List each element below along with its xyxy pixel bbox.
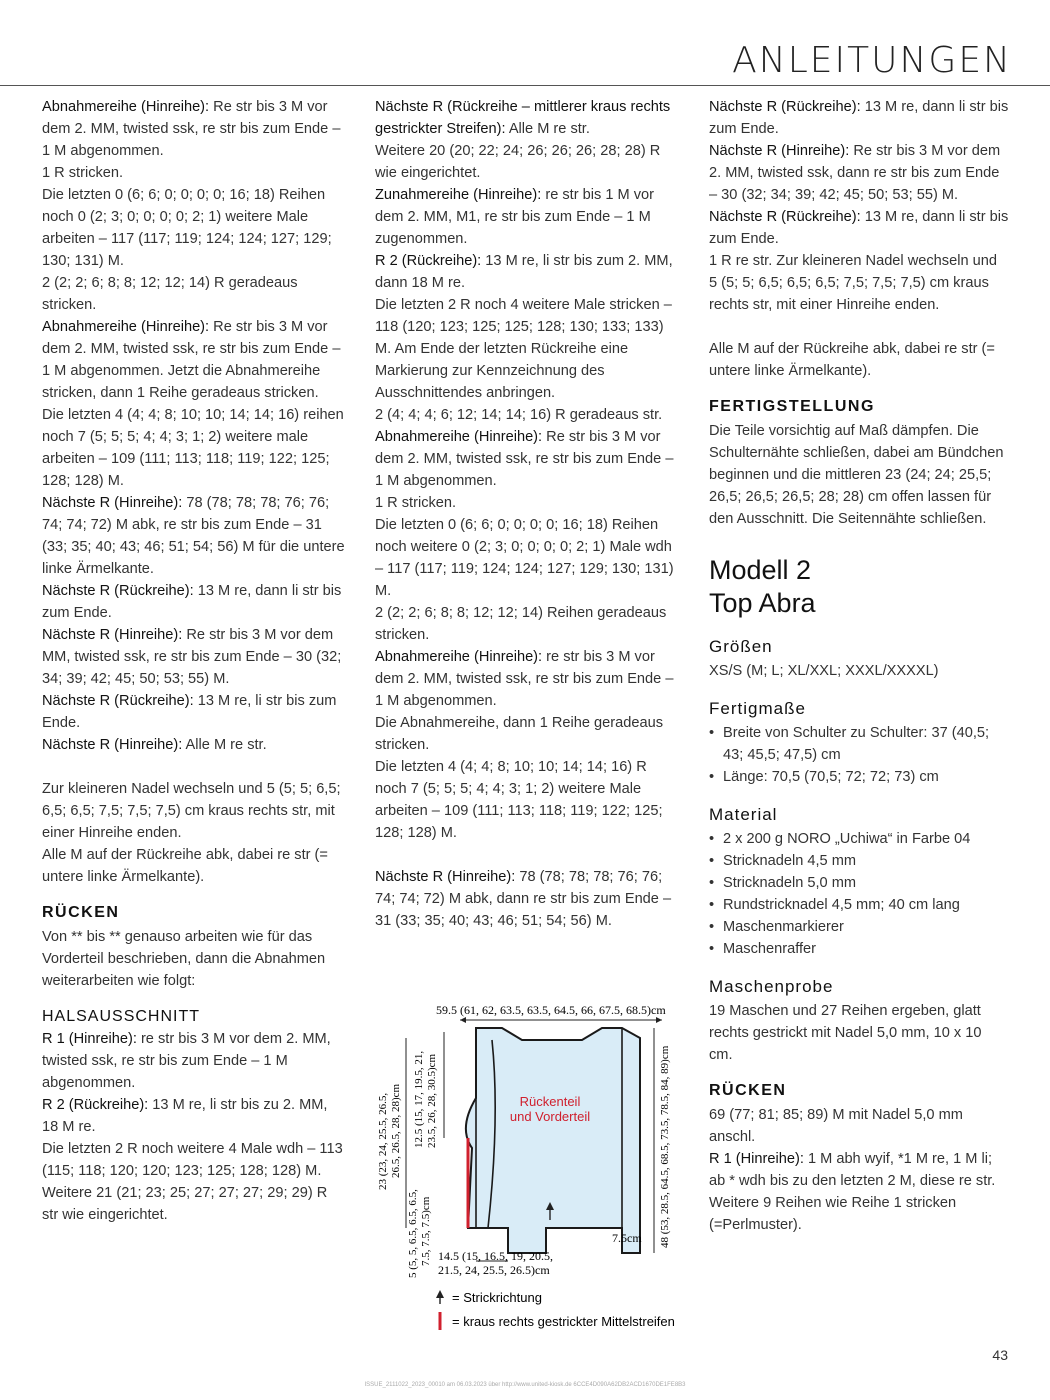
model-title-line1: Modell 2 — [709, 555, 812, 585]
top-measure-label: 59.5 (61, 62, 63.5, 63.5, 64.5, 66, 67.5, 68.5)cm — [436, 1003, 666, 1017]
paragraph: Nächste R (Rückreihe): 13 M re, dann li str bis zum Ende. — [42, 583, 342, 621]
paragraph: 1 R re str. Zur kleineren Nadel wechseln und 5 (5; 5; 6,5; 6,5; 6,5; 7,5; 7,5; 7,5) cm kraus rechts str, mit einer Hinreihe enden. — [709, 253, 997, 313]
paragraph: Alle M auf der Rückreihe abk, dabei re str (= untere linke Ärmelkante). — [42, 847, 328, 885]
paragraph: Nächste R (Hinreihe): Alle M re str. — [42, 737, 267, 753]
list-item: • Stricknadeln 5,0 mm — [709, 872, 1009, 894]
paragraph: Die Abnahmereihe, dann 1 Reihe geradeaus stricken. — [375, 715, 664, 753]
paragraph: R 2 (Rückreihe): 13 M re, li str bis zum 2. MM, dann 18 M re. — [375, 253, 673, 291]
model-title-line2: Top Abra — [709, 588, 816, 618]
paragraph: Nächste R (Rückreihe): 13 M re, li str bis zum Ende. — [42, 693, 337, 731]
paragraph: R 2 (Rückreihe): 13 M re, li str bis zu 2. MM, 18 M re. — [42, 1097, 328, 1135]
heading-material: Material — [709, 805, 778, 824]
paragraph: Nächste R (Hinreihe): Re str bis 3 M vor dem 2. MM, twisted ssk, dann re str bis zum Ende – 30 (32; 34; 39; 42; 45; 50; 53; 55) M. — [709, 143, 1001, 203]
bottom-measure-label-2: 21.5, 24, 25.5, 26.5)cm — [438, 1263, 550, 1277]
list-item: • Breite von Schulter zu Schulter: 37 (40,5; 43; 45,5; 47,5) cm — [709, 722, 1009, 766]
paragraph: 69 (77; 81; 85; 89) M mit Nadel 5,0 mm anschl. — [709, 1107, 963, 1145]
list-item: • Länge: 70,5 (70,5; 72; 72; 73) cm — [709, 766, 1009, 788]
small-measure-label: 7.5cm — [612, 1231, 642, 1245]
garment-outline — [466, 1028, 640, 1253]
center-label-line1: Rückenteil — [519, 1094, 581, 1109]
heading-groessen: Größen — [709, 637, 773, 656]
paragraph: Nächste R (Rückreihe): 13 M re, dann li str bis zum Ende. — [709, 99, 1009, 137]
section-title: ANLEITUNGEN — [732, 40, 1012, 81]
paragraph: 1 R stricken. — [42, 165, 124, 181]
paragraph: Abnahmereihe (Hinreihe): Re str bis 3 M vor dem 2. MM, twisted ssk, re str bis zum Ende – 1 M abgenommen. — [42, 99, 341, 159]
legend-arrow-head — [436, 1290, 444, 1298]
left-measure-label-1: 23 (23, 24, 25.5, 26.5, — [377, 1092, 389, 1190]
bottom-left-label-2: 7.5, 7.5, 7.5)cm — [420, 1196, 432, 1266]
paragraph: Nächste R (Rückreihe – mittlerer kraus rechts gestrickter Streifen): Alle M re str. — [375, 99, 671, 137]
paragraph: Zunahmereihe (Hinreihe): re str bis 1 M vor dem 2. MM, M1, re str bis zum Ende – 1 M zugenommen. — [375, 187, 655, 247]
center-label-line2: und Vorderteil — [509, 1109, 591, 1124]
paragraph: Weitere 20 (20; 22; 24; 26; 26; 26; 28; 28) R wie eingerichtet. — [375, 143, 661, 181]
paragraph: 2 (2; 2; 6; 8; 8; 12; 12; 14) Reihen geradeaus stricken. — [375, 605, 667, 643]
paragraph: Zur kleineren Nadel wechseln und 5 (5; 5; 6,5; 6,5; 6,5; 7,5; 7,5; 7,5) cm kraus rechts str, mit einer Hinreihe enden. — [42, 781, 341, 841]
list-item: • Stricknadeln 4,5 mm — [709, 850, 1009, 872]
left-inner-label-1: 12.5 (15, 17, 19.5, 21, — [413, 1050, 425, 1148]
paragraph: Die letzten 0 (6; 6; 0; 0; 0; 0; 16; 18) Reihen noch weitere 0 (2; 3; 0; 0; 0; 0; 2; 1) Male wdh – 117 (117; 119; 124; 124; 127; 129; 130; 131) M. — [375, 517, 674, 599]
heading-halsausschnitt: HALSAUSSCHNITT — [42, 1008, 201, 1025]
paragraph: Weitere 21 (21; 23; 25; 27; 27; 27; 29; 29) R str wie eingerichtet. — [42, 1185, 328, 1223]
paragraph: Die letzten 0 (6; 6; 0; 0; 0; 0; 16; 18) Reihen noch 0 (2; 3; 0; 0; 0; 0; 2; 1) weitere Male arbeiten – 117 (117; 119; 124; 124; 127; 129; 130; 131) M. — [42, 187, 332, 269]
paragraph: Alle M auf der Rückreihe abk, dabei re str (= untere linke Ärmelkante). — [709, 341, 995, 379]
bottom-measure-label-1: 14.5 (15, 16.5, 19, 20.5, — [438, 1249, 553, 1263]
paragraph: Nächste R (Hinreihe): Re str bis 3 M vor dem MM, twisted ssk, re str bis zum Ende – 30 (32; 34; 39; 42; 45; 50; 53; 55) M. — [42, 627, 342, 687]
heading-ruecken: RÜCKEN — [709, 1082, 787, 1099]
paragraph: Die Teile vorsichtig auf Maß dämpfen. Die Schulternähte schließen, dabei am Bündchen beginnen und die mittleren 23 (24; 24; 25,5; 26,5; 26,5; 26,5; 28; 28) cm offen lassen für den Ausschnitt. Die Seitennähte schließen. — [709, 423, 1004, 527]
heading-fertigmasse: Fertigmaße — [709, 699, 806, 718]
paragraph: Nächste R (Hinreihe): 78 (78; 78; 78; 76; 76; 74; 74; 72) M abk, re str bis zum Ende – 31 (33; 35; 40; 43; 46; 51; 54; 56) M für die untere linke Ärmelkante. — [42, 495, 345, 577]
heading-maschenprobe: Maschenprobe — [709, 977, 834, 996]
column-3 — [709, 96, 1009, 1236]
paragraph: R 1 (Hinreihe): 1 M abh wyif, *1 M re, 1 M li; ab * wdh bis zu den letzten 2 M, diese re str. — [709, 1151, 996, 1189]
list-item: • Maschenraffer — [709, 938, 1009, 960]
paragraph: Die letzten 4 (4; 4; 8; 10; 10; 14; 14; 16) reihen noch 7 (5; 5; 5; 4; 4; 3; 1; 2) weitere male arbeiten – 109 (111; 113; 118; 119; 122; 125; 128; 128) M. — [42, 407, 344, 489]
paragraph: R 1 (Hinreihe): re str bis 3 M vor dem 2. MM, twisted ssk, re str bis zum Ende – 1 M abgenommen. — [42, 1031, 331, 1091]
paragraph: Abnahmereihe (Hinreihe): Re str bis 3 M vor dem 2. MM, twisted ssk, re str bis zum Ende – 1 M abgenommen. — [375, 429, 674, 489]
legend-bar-label: = kraus rechts gestrickter Mittelstreifen — [452, 1314, 675, 1329]
paragraph: Von ** bis ** genauso arbeiten wie für das Vorderteil beschrieben, dann die Abnahmen weiterarbeiten wie folgt: — [42, 929, 326, 989]
paragraph: Abnahmereihe (Hinreihe): Re str bis 3 M vor dem 2. MM, twisted ssk, re str bis zum Ende – 1 M abgenommen. Jetzt die Abnahmereihe stricken, dann 1 Reihe geradeaus stricken. — [42, 319, 341, 401]
bottom-left-label-1: 5 (5, 5, 6.5, 6.5, 6.5, — [407, 1189, 419, 1278]
paragraph: Weitere 9 Reihen wie Reihe 1 stricken (=Perlmuster). — [709, 1195, 957, 1233]
right-measure-label: 48 (53, 28.5, 64.5, 68.5, 73.5, 78.5, 84, 89)cm — [659, 1045, 671, 1248]
heading-ruecken: RÜCKEN — [42, 904, 120, 921]
heading-fertigstellung: FERTIGSTELLUNG — [709, 398, 875, 415]
dim-arrow — [460, 1017, 466, 1023]
paragraph: Nächste R (Rückreihe): 13 M re, dann li str bis zum Ende. — [709, 209, 1009, 247]
header-divider — [0, 85, 1050, 86]
paragraph: 19 Maschen und 27 Reihen ergeben, glatt rechts gestrickt mit Nadel 5,0 mm, 10 x 10 cm. — [709, 1003, 982, 1063]
paragraph: Die letzten 2 R noch weitere 4 Male wdh – 113 (115; 118; 120; 120; 123; 125; 128; 128) M. — [42, 1141, 343, 1179]
paragraph: 2 (2; 2; 6; 8; 8; 12; 12; 14) R geradeaus stricken. — [42, 275, 298, 313]
model-title — [709, 554, 1009, 620]
legend-arrow-label: = Strickrichtung — [452, 1290, 542, 1305]
paragraph: Nächste R (Hinreihe): 78 (78; 78; 78; 76; 76; 74; 74; 72) M abk, dann re str bis zum Ende – 31 (33; 35; 40; 43; 46; 51; 54; 56) M. — [375, 869, 672, 929]
footer-watermark-text: ISSUE_2111022_2023_00010 am 06.03.2023 über http://www.united-kiosk.de 6CCE4D090A62DB2ACD1670DE1FE8B3 — [364, 1382, 686, 1388]
page-number: 43 — [992, 1347, 1008, 1363]
list-item: • Rundstricknadel 4,5 mm; 40 cm lang — [709, 894, 1009, 916]
sizes-text: XS/S (M; L; XL/XXL; XXXL/XXXXL) — [709, 663, 939, 679]
dim-arrow — [656, 1017, 662, 1023]
paragraph: Die letzten 4 (4; 4; 8; 10; 10; 14; 14; 16) R noch 7 (5; 5; 5; 4; 4; 3; 1; 2) weitere Male arbeiten – 109 (111; 113; 118; 119; 122; 125; 128; 128) M. — [375, 759, 663, 841]
schematic-diagram — [372, 998, 684, 1338]
paragraph: Abnahmereihe (Hinreihe): re str bis 3 M vor dem 2. MM, twisted ssk, re str bis zum Ende – 1 M abgenommen. — [375, 649, 674, 709]
material-list — [709, 828, 1009, 960]
fertigmasse-list — [709, 722, 1009, 788]
list-item: • 2 x 200 g NORO „Uchiwa“ in Farbe 04 — [709, 828, 1009, 850]
paragraph: 2 (4; 4; 4; 6; 12; 14; 14; 16) R geradeaus str. — [375, 407, 663, 423]
left-inner-label-2: 23.5, 26, 28, 30.5)cm — [426, 1053, 438, 1148]
paragraph: 1 R stricken. — [375, 495, 457, 511]
list-item: • Maschenmarkierer — [709, 916, 1009, 938]
column-1 — [42, 96, 347, 1226]
column-2 — [375, 96, 680, 932]
paragraph: Die letzten 2 R noch 4 weitere Male stricken – 118 (120; 123; 125; 125; 128; 130; 133; 133) M. Am Ende der letzten Rückreihe eine Markierung zur Kennzeichnung des Ausschnittendes anbringen. — [375, 297, 672, 401]
left-measure-label-2: 26.5, 26.5, 28, 28)cm — [390, 1083, 402, 1178]
